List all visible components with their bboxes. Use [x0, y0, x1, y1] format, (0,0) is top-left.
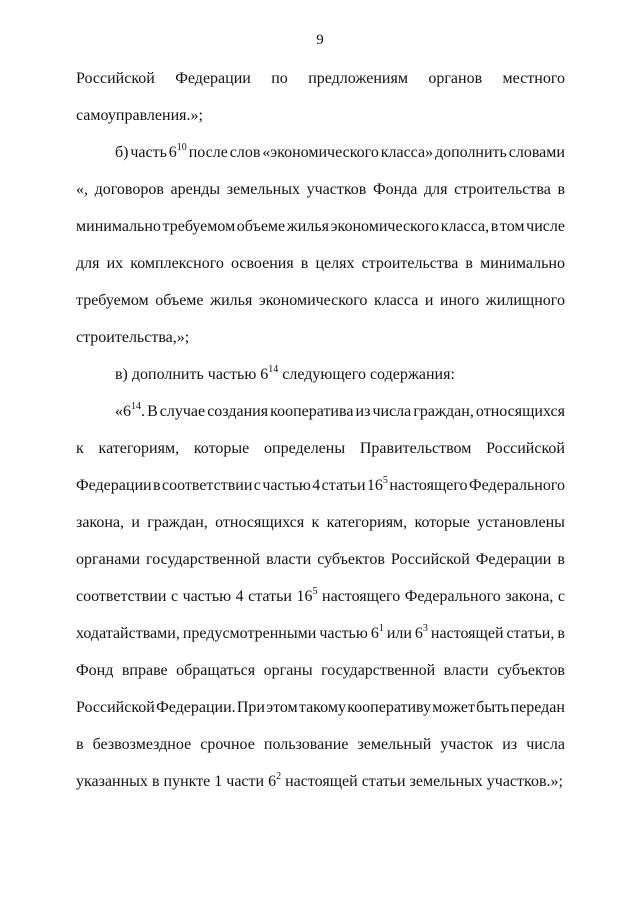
text-line	[76, 216, 565, 238]
word: предусмотренными	[182, 625, 317, 642]
word: слов	[229, 144, 261, 161]
word: из	[355, 403, 371, 420]
word: иного	[439, 292, 480, 309]
word	[115, 401, 145, 423]
word: статьи,	[506, 625, 555, 642]
word: органами	[76, 551, 141, 568]
word: органы	[263, 662, 313, 679]
word: с	[170, 588, 179, 605]
word: дополнить	[131, 366, 204, 383]
word: участков.»;	[486, 773, 563, 790]
word: и	[131, 514, 140, 531]
word: субъектов	[317, 551, 385, 568]
word-tail: .	[141, 403, 145, 420]
word: земельный	[357, 736, 432, 753]
word: в	[557, 551, 565, 568]
word: числа	[526, 736, 565, 753]
word: такому	[298, 699, 346, 716]
word: частью	[319, 625, 368, 642]
word: к	[311, 514, 320, 531]
word: экономического	[330, 218, 440, 235]
word: Федерации.	[156, 699, 236, 716]
word: настоящей	[285, 773, 358, 790]
word: соответствии	[161, 477, 253, 494]
word: участков	[306, 181, 367, 198]
word: в	[151, 773, 160, 790]
word-base: 6	[268, 773, 277, 790]
word: Фонда	[372, 181, 418, 198]
word: которые	[193, 440, 250, 457]
word: комплексного	[130, 255, 224, 272]
text-line	[76, 771, 565, 793]
word: передан	[510, 699, 565, 716]
word: из	[502, 736, 518, 753]
word: и	[424, 292, 434, 309]
word: в	[300, 255, 309, 272]
word: том	[499, 218, 525, 235]
word: часть	[130, 144, 167, 161]
text-line	[76, 253, 565, 275]
word	[367, 475, 388, 497]
word: «экономического	[262, 144, 379, 161]
word-base: 6	[370, 625, 379, 642]
word: категориям,	[98, 440, 180, 457]
word: с	[253, 477, 261, 494]
word-base: 6	[260, 366, 269, 383]
word-base: «6	[115, 403, 131, 420]
word: установлены	[477, 514, 565, 531]
word: в)	[115, 366, 128, 383]
word: частью	[182, 588, 232, 605]
word: в	[557, 625, 565, 642]
word: к	[76, 440, 84, 457]
word: предложениям	[308, 70, 408, 87]
superscript: 5	[382, 475, 388, 486]
word: Российской	[486, 440, 565, 457]
word: аренды	[170, 181, 221, 198]
word	[415, 623, 428, 645]
word: числа	[372, 403, 412, 420]
word: договоров	[94, 181, 164, 198]
word: относящихся	[475, 403, 565, 420]
word: власти	[443, 662, 489, 679]
superscript: 2	[276, 771, 282, 782]
word: органов	[428, 70, 483, 87]
text-line	[76, 179, 565, 201]
word: статьи	[321, 477, 366, 494]
word: пункте	[163, 773, 211, 790]
word: по	[271, 70, 288, 87]
word: в	[465, 255, 473, 272]
word-base: 6	[168, 144, 177, 161]
word: пользование	[263, 736, 349, 753]
word: целях	[315, 255, 355, 272]
word: определены	[264, 440, 346, 457]
word: минимально	[480, 255, 565, 272]
superscript: 1	[378, 623, 384, 634]
word: б)	[115, 144, 129, 161]
word: ходатайствами,	[76, 625, 180, 642]
word: требуемом	[162, 218, 236, 235]
word: кооперативу	[347, 699, 432, 716]
word: настоящего	[322, 588, 401, 605]
word: статьи	[361, 773, 406, 790]
word: местного	[502, 70, 565, 87]
word: Российской	[76, 699, 155, 716]
word: граждан,	[147, 514, 208, 531]
word: которые	[414, 514, 470, 531]
word: Российской	[76, 70, 155, 87]
text-line	[115, 142, 565, 164]
word: в	[152, 477, 161, 494]
word: обращаться	[176, 662, 256, 679]
word: Федерального	[404, 588, 501, 605]
word: может	[432, 699, 475, 716]
word: граждан,	[413, 403, 474, 420]
word: «,	[76, 181, 88, 198]
word: этом	[266, 699, 298, 716]
word: экономического	[258, 292, 368, 309]
text-line	[76, 660, 565, 682]
word: категориям,	[326, 514, 408, 531]
word: жилья	[210, 292, 253, 309]
word: класса»	[380, 144, 434, 161]
word: Российской	[390, 551, 470, 568]
word	[297, 586, 318, 608]
word: в	[76, 736, 84, 753]
word: минимально	[76, 218, 161, 235]
word: числе	[526, 218, 565, 235]
word: случае	[159, 403, 206, 420]
word: содержания:	[369, 366, 455, 383]
word: объеме	[236, 218, 286, 235]
text-line	[76, 697, 565, 719]
word: строительства	[361, 255, 459, 272]
word: после	[188, 144, 228, 161]
word	[268, 773, 281, 790]
word: частью	[207, 366, 257, 383]
word	[260, 366, 278, 383]
word: следующего	[282, 366, 366, 383]
word: В	[147, 403, 158, 420]
text-line	[76, 623, 565, 645]
superscript: 3	[422, 623, 428, 634]
word: субъектов	[497, 662, 565, 679]
word: Правительством	[359, 440, 472, 457]
word: закона,	[505, 588, 554, 605]
word: их	[106, 255, 124, 272]
text-line	[115, 401, 565, 423]
word: земельных	[226, 181, 300, 198]
word: строительства,»;	[76, 329, 190, 346]
word: жилищного	[485, 292, 565, 309]
word: земельных	[409, 773, 483, 790]
text-line	[76, 475, 565, 497]
word: власти	[266, 551, 312, 568]
word: класса,	[440, 218, 490, 235]
text-line	[115, 364, 565, 386]
text-line	[76, 586, 565, 608]
word: Федерации	[175, 70, 251, 87]
text-line	[76, 549, 565, 571]
word: для	[76, 255, 100, 272]
word: Федерации	[76, 477, 152, 494]
word: 4	[235, 588, 244, 605]
word: строительства	[454, 181, 551, 198]
text-line	[76, 327, 565, 349]
word: кооператива	[270, 403, 354, 420]
word: Федерации	[475, 551, 552, 568]
word: относящихся	[215, 514, 305, 531]
word: класса	[373, 292, 419, 309]
text-line	[76, 105, 565, 127]
word: безвозмездное	[92, 736, 192, 753]
word	[371, 623, 384, 645]
word: закона,	[76, 514, 125, 531]
word: быть	[476, 699, 510, 716]
word: частью	[262, 477, 311, 494]
word: При	[236, 699, 265, 716]
superscript: 14	[268, 364, 279, 375]
word: освоения	[230, 255, 294, 272]
word	[169, 142, 187, 164]
word: указанных	[76, 773, 148, 790]
text-line	[76, 734, 565, 756]
text-line	[76, 438, 565, 460]
word: настоящего	[389, 477, 468, 494]
word: самоуправления.»;	[76, 107, 203, 124]
word: настоящей	[430, 625, 504, 642]
word: Федерального	[468, 477, 565, 494]
word-base: 6	[414, 625, 423, 642]
page-number: 9	[316, 32, 324, 48]
word: части	[226, 773, 265, 790]
word: в	[490, 218, 499, 235]
word: или	[386, 625, 412, 642]
word: государственной	[146, 551, 261, 568]
text-line	[76, 512, 565, 534]
word: срочное	[200, 736, 255, 753]
word: вправе	[121, 662, 168, 679]
word: требуемом	[76, 292, 149, 309]
word: для	[424, 181, 448, 198]
word: словами	[508, 144, 565, 161]
word: соответствии	[76, 588, 167, 605]
word-base: 16	[296, 588, 313, 605]
word: 1	[214, 773, 223, 790]
superscript: 5	[312, 586, 318, 597]
word: с	[557, 588, 565, 605]
word: участок	[440, 736, 494, 753]
word: объеме	[155, 292, 204, 309]
word: 4	[312, 477, 321, 494]
word-base: 16	[366, 477, 383, 494]
word: в	[557, 181, 565, 198]
word: дополнить	[434, 144, 507, 161]
word: статьи	[248, 588, 292, 605]
superscript: 10	[176, 142, 187, 153]
text-line	[76, 68, 565, 90]
word: создания	[207, 403, 269, 420]
superscript: 14	[131, 401, 141, 412]
word: жилья	[286, 218, 330, 235]
word: государственной	[321, 662, 436, 679]
word: Фонд	[76, 662, 114, 679]
text-line	[76, 290, 565, 312]
